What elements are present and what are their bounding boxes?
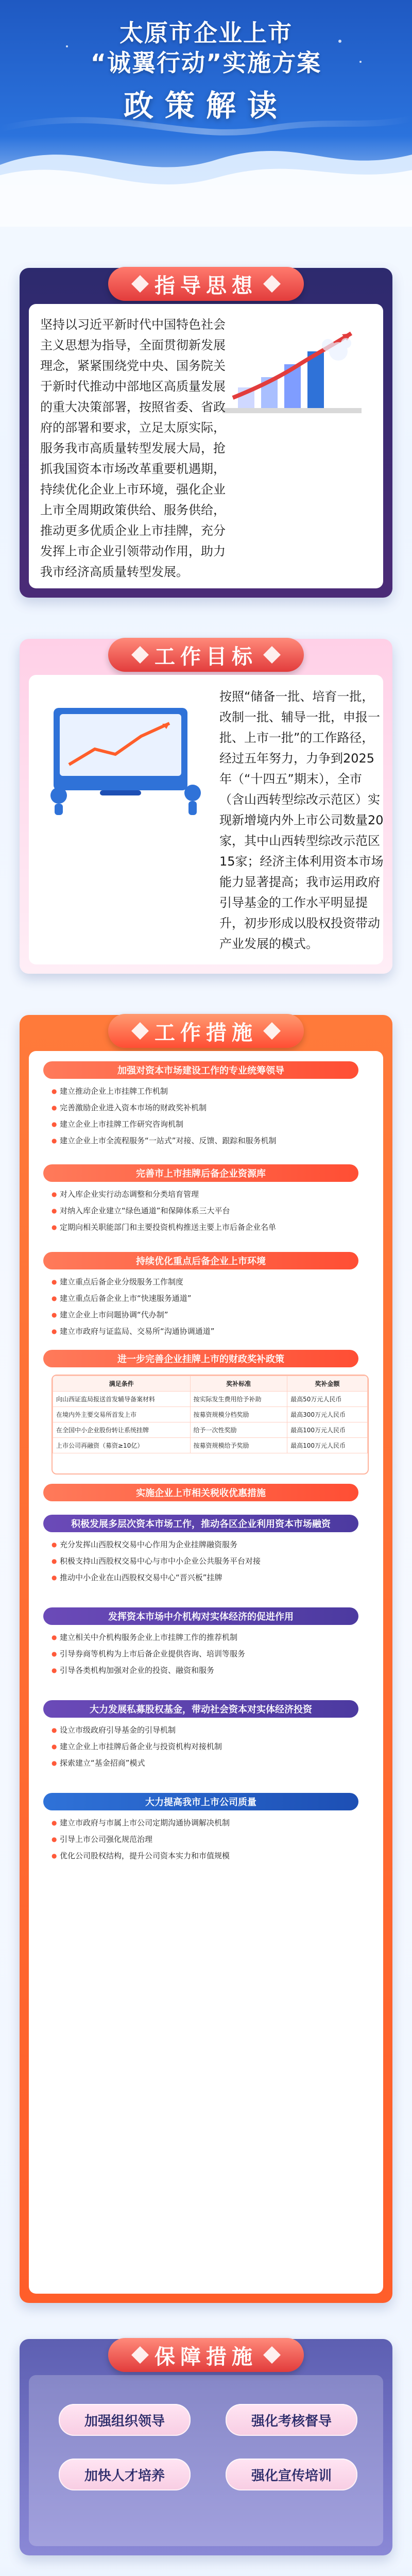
table-cell: 最高100万元人民币 [287, 1438, 368, 1453]
measures-list-item: ● 设立市级政府引导基金的引导机制 [52, 1724, 360, 1736]
goals-title-pill [108, 638, 304, 672]
measures-section-list-9 [52, 1817, 360, 1866]
table-header: 奖补标准 [190, 1376, 287, 1392]
guiding-content-panel [29, 304, 383, 588]
measures-list-item: ● 优化公司股权结构，提升公司资本实力和市值规模 [52, 1850, 360, 1862]
guiding-title: 指导思想 [154, 274, 258, 298]
measures-list-item: ● 建立企业上市挂牌工作研究咨询机制 [52, 1118, 360, 1130]
table-row [53, 1407, 368, 1422]
guarantee-title: 保障措施 [154, 2345, 258, 2369]
guarantee-item-2: 强化考核督导 [226, 2404, 357, 2436]
table-cell: 按募资规模给予奖励 [190, 1438, 287, 1453]
measures-section-header-4: 进一步完善企业挂牌上市的财政奖补政策 [43, 1350, 358, 1367]
bar-growth-illustration [212, 315, 372, 444]
diamond-icon [131, 1022, 149, 1040]
incentive-table-grid [53, 1376, 368, 1453]
goals-paragraph: 按照“储备一批、培育一批，改制一批、辅导一批，申报一批、上市一批”的工作路径，经过五年努力，力争到2025年（“十四五”期末），全市（含山西转型综改示范区）实现新增境内外上市公司数量20家，其中山西转型综改示范区15家；经济主体利用资本市场能力显著提高；我市运用政府引导基金的工作水平明显提升，初步形成以股权投资带动产业发展的模式。 [219, 689, 384, 951]
measures-section-header-6: 积极发展多层次资本市场工作，推动各区企业利用资本市场融资 [43, 1515, 358, 1532]
table-cell: 在境内外主要交易所首发上市 [53, 1407, 191, 1422]
measures-list-item: ● 建立企业上市挂牌后备企业与投资机构对接机制 [52, 1740, 360, 1753]
footer-wave [0, 2567, 412, 2576]
measures-section-list-8 [52, 1724, 360, 1773]
guiding-title-pill [108, 267, 304, 301]
measures-title-pill [108, 1014, 304, 1048]
measures-list-item: ● 引导券商等机构为上市后备企业提供咨询、培训等服务 [52, 1648, 360, 1660]
guarantee-title-pill [108, 2338, 304, 2372]
measures-section-header-1: 加强对资本市场建设工作的专业统筹领导 [43, 1061, 358, 1079]
measures-section-header-9: 大力提高我市上市公司质量 [43, 1793, 358, 1810]
measures-list-item: ● 建立重点后备企业分级服务工作制度 [52, 1276, 360, 1288]
goals-title: 工作目标 [154, 645, 258, 669]
table-cell: 按实际发生费用给予补助 [190, 1392, 287, 1407]
goals-content-panel [29, 675, 383, 964]
measures-list-item: ● 探索建立“基金招商”模式 [52, 1757, 360, 1769]
measures-list-item: ● 建立市政府与市属上市公司定期沟通协调解决机制 [52, 1817, 360, 1829]
measures-list-item: ● 推动中小企业在山西股权交易中心“晋兴板”挂牌 [52, 1571, 360, 1584]
page-title-line-1: 太原市企业上市 [119, 19, 293, 47]
measures-section-list-2 [52, 1188, 360, 1238]
diamond-icon [263, 2346, 281, 2364]
table-cell: 最高300万元人民币 [287, 1407, 368, 1422]
measures-content-panel [29, 1051, 383, 2294]
monitor-chart-illustration [38, 687, 208, 816]
table-cell: 按募资规模分档奖励 [190, 1407, 287, 1422]
guarantee-item-3: 加快人才培养 [59, 2459, 191, 2490]
measures-title: 工作措施 [154, 1021, 258, 1045]
measures-list-item: ● 引导上市公司强化规范治理 [52, 1833, 360, 1845]
measures-section-header-2: 完善市上市挂牌后备企业资源库 [43, 1164, 358, 1182]
measures-list-item: ● 建立推动企业上市挂牌工作机制 [52, 1085, 360, 1097]
measures-list-item: ● 建立相关中介机构服务企业上市挂牌工作的推荐机制 [52, 1631, 360, 1643]
measures-section-header-7: 发挥资本市场中介机构对实体经济的促进作用 [43, 1607, 358, 1625]
measures-list-item: ● 引导各类机构加强对企业的投资、融资和服务 [52, 1664, 360, 1676]
table-cell: 在全国中小企业股份转让系统挂牌 [53, 1422, 191, 1438]
measures-list-item: ● 对纳入库企业建立“绿色通道”和保障体系三大平台 [52, 1205, 360, 1217]
table-cell: 最高100万元人民币 [287, 1422, 368, 1438]
guarantee-item-4: 强化宣传培训 [226, 2459, 357, 2490]
guarantee-measures-card [20, 2339, 392, 2555]
measures-section-header-3: 持续优化重点后备企业上市环境 [43, 1252, 358, 1269]
table-row [53, 1422, 368, 1438]
diamond-icon [131, 275, 149, 293]
measures-list-item: ● 建立企业上市全流程服务“一站式”对接、反馈、跟踪和服务机制 [52, 1134, 360, 1147]
table-row [53, 1392, 368, 1407]
footer-wave-decoration [0, 2567, 412, 2576]
table-row [53, 1438, 368, 1453]
table-cell: 上市公司再融资（募资≥10亿） [53, 1438, 191, 1453]
measures-section-header-8: 大力发展私募股权基金，带动社会资本对实体经济投资 [43, 1700, 358, 1718]
measures-section-header-5: 实施企业上市相关税收优惠措施 [43, 1484, 358, 1501]
table-cell: 向山西证监局报送首发辅导备案材料 [53, 1392, 191, 1407]
diamond-icon [263, 646, 281, 664]
work-measures-card [20, 1015, 392, 2303]
measures-list-item: ● 完善激励企业进入资本市场的财政奖补机制 [52, 1101, 360, 1114]
diamond-icon [263, 1022, 281, 1040]
page-title-line-3: 政策解读 [123, 88, 288, 123]
guiding-ideology-card [20, 268, 392, 598]
diamond-icon [131, 2346, 149, 2364]
guarantee-item-1: 加强组织领导 [59, 2404, 191, 2436]
measures-list-item: ● 建立重点后备企业上市“快速服务通道” [52, 1292, 360, 1304]
measures-list-item: ● 建立企业上市问题协调“代办制” [52, 1309, 360, 1321]
measures-section-list-3 [52, 1276, 360, 1342]
page-title-line-2: “诚翼行动”实施方案 [90, 49, 322, 77]
measures-list-item: ● 定期向相关职能部门和主要投资机构推送主要上市后备企业名单 [52, 1221, 360, 1233]
diamond-icon [131, 646, 149, 664]
work-goals-card [20, 639, 392, 974]
header-banner [0, 0, 412, 227]
measures-section-list-1 [52, 1085, 360, 1151]
measures-list-item: ● 充分发挥山西股权交易中心作用为企业挂牌融资服务 [52, 1538, 360, 1551]
measures-section-list-6 [52, 1538, 360, 1588]
guarantee-content-panel [29, 2375, 383, 2546]
measures-section-list-7 [52, 1631, 360, 1681]
table-cell: 最高50万元人民币 [287, 1392, 368, 1407]
table-header: 奖补金额 [287, 1376, 368, 1392]
measures-list-item: ● 积极支持山西股权交易中心与市中小企业公共服务平台对接 [52, 1555, 360, 1567]
measures-list-item: ● 建立市政府与证监局、交易所“沟通协调通道” [52, 1325, 360, 1337]
guiding-paragraph-top: 坚持以习近平新时代中国特色社会主义思想为指导，全面贯彻新发展理念，紧紧围绕党中央、国务院关于新时代推动中部地区高质量发展的重大决策部署，按照省委、省政府的部署和要求，立足太原实际，服务我市高质量转型发展大局，抢抓我国资本市场改革重要机遇期，持续优化企业上市环境，强化企业上市全周期政策供给、服务供给，推动更多优质企业上市挂牌，充分发挥上市企业引领带动作用，助力我市经济高质量转型发展。 [40, 317, 226, 579]
diamond-icon [263, 275, 281, 293]
incentive-table [52, 1375, 369, 1475]
measures-list-item: ● 对入库企业实行动态调整和分类培育管理 [52, 1188, 360, 1200]
table-header: 满足条件 [53, 1376, 191, 1392]
table-cell: 给予一次性奖励 [190, 1422, 287, 1438]
